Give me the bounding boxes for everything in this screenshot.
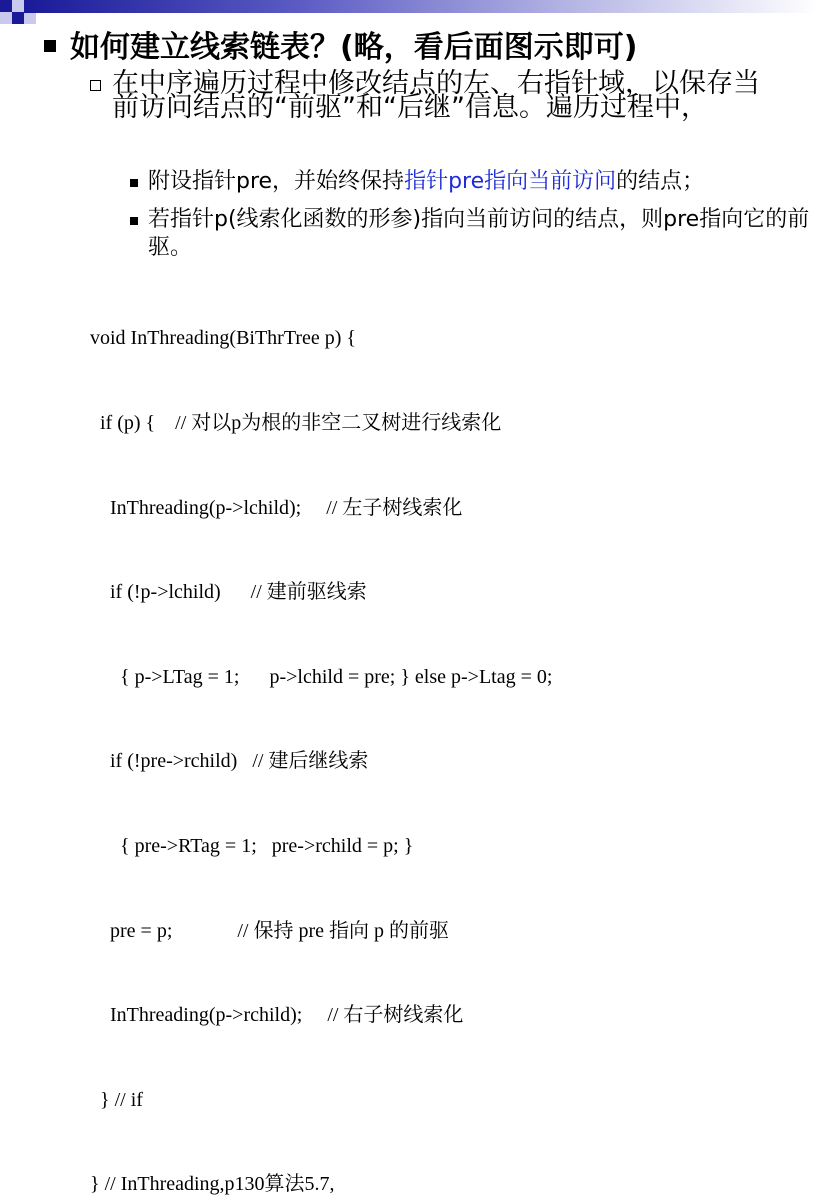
slide-heading bbox=[44, 30, 814, 66]
code-line: if (!pre->rchild) // 建后继线索 bbox=[90, 750, 369, 773]
point-item bbox=[130, 206, 810, 262]
code-line: if (p) { // 对以p为根的非空二叉树进行线索化 bbox=[90, 412, 502, 434]
top-gradient-bar bbox=[24, 0, 818, 13]
code-line: pre = p; // 保持 pre 指向 p 的前驱 bbox=[90, 919, 450, 942]
heading-text: 如何建立线索链表？(略，看后面图示即可) bbox=[70, 30, 638, 65]
small-square-bullet-icon bbox=[130, 179, 138, 187]
code-line: { p->LTag = 1; p->lchild = pre; } else p->Ltag = 0; bbox=[90, 665, 553, 688]
subpoint-text: 在中序遍历过程中修改结点的左、右指针域，以保存当前访问结点的“前驱”和“后继”信息。遍历过程中， bbox=[112, 68, 760, 123]
point-text: 附设指针pre，并始终保持 bbox=[148, 169, 405, 194]
code-block bbox=[90, 268, 810, 1200]
hollow-square-bullet-icon bbox=[90, 80, 101, 91]
code-line: } // InThreading,p130算法5.7, bbox=[90, 1173, 335, 1196]
code-line: InThreading(p->rchild); // 右子树线索化 bbox=[90, 1004, 464, 1027]
code-line: InThreading(p->lchild); // 左子树线索化 bbox=[90, 496, 463, 519]
point-highlight: 指针pre指向当前访问 bbox=[404, 169, 617, 194]
subpoint bbox=[96, 68, 786, 123]
point-text-tail: 的结点； bbox=[616, 169, 705, 194]
filled-square-bullet-icon bbox=[44, 40, 56, 52]
code-line: } // if bbox=[90, 1088, 143, 1111]
code-line: { pre->RTag = 1; pre->rchild = p; } bbox=[90, 834, 414, 857]
point-item bbox=[130, 168, 810, 196]
code-line: void InThreading(BiThrTree p) { bbox=[90, 327, 357, 350]
point-text: 若指针p(线索化函数的形参)指向当前访问的结点，则pre指向它的前驱。 bbox=[148, 207, 810, 260]
small-square-bullet-icon bbox=[130, 217, 138, 225]
code-line: if (!p->lchild) // 建前驱线索 bbox=[90, 581, 367, 604]
